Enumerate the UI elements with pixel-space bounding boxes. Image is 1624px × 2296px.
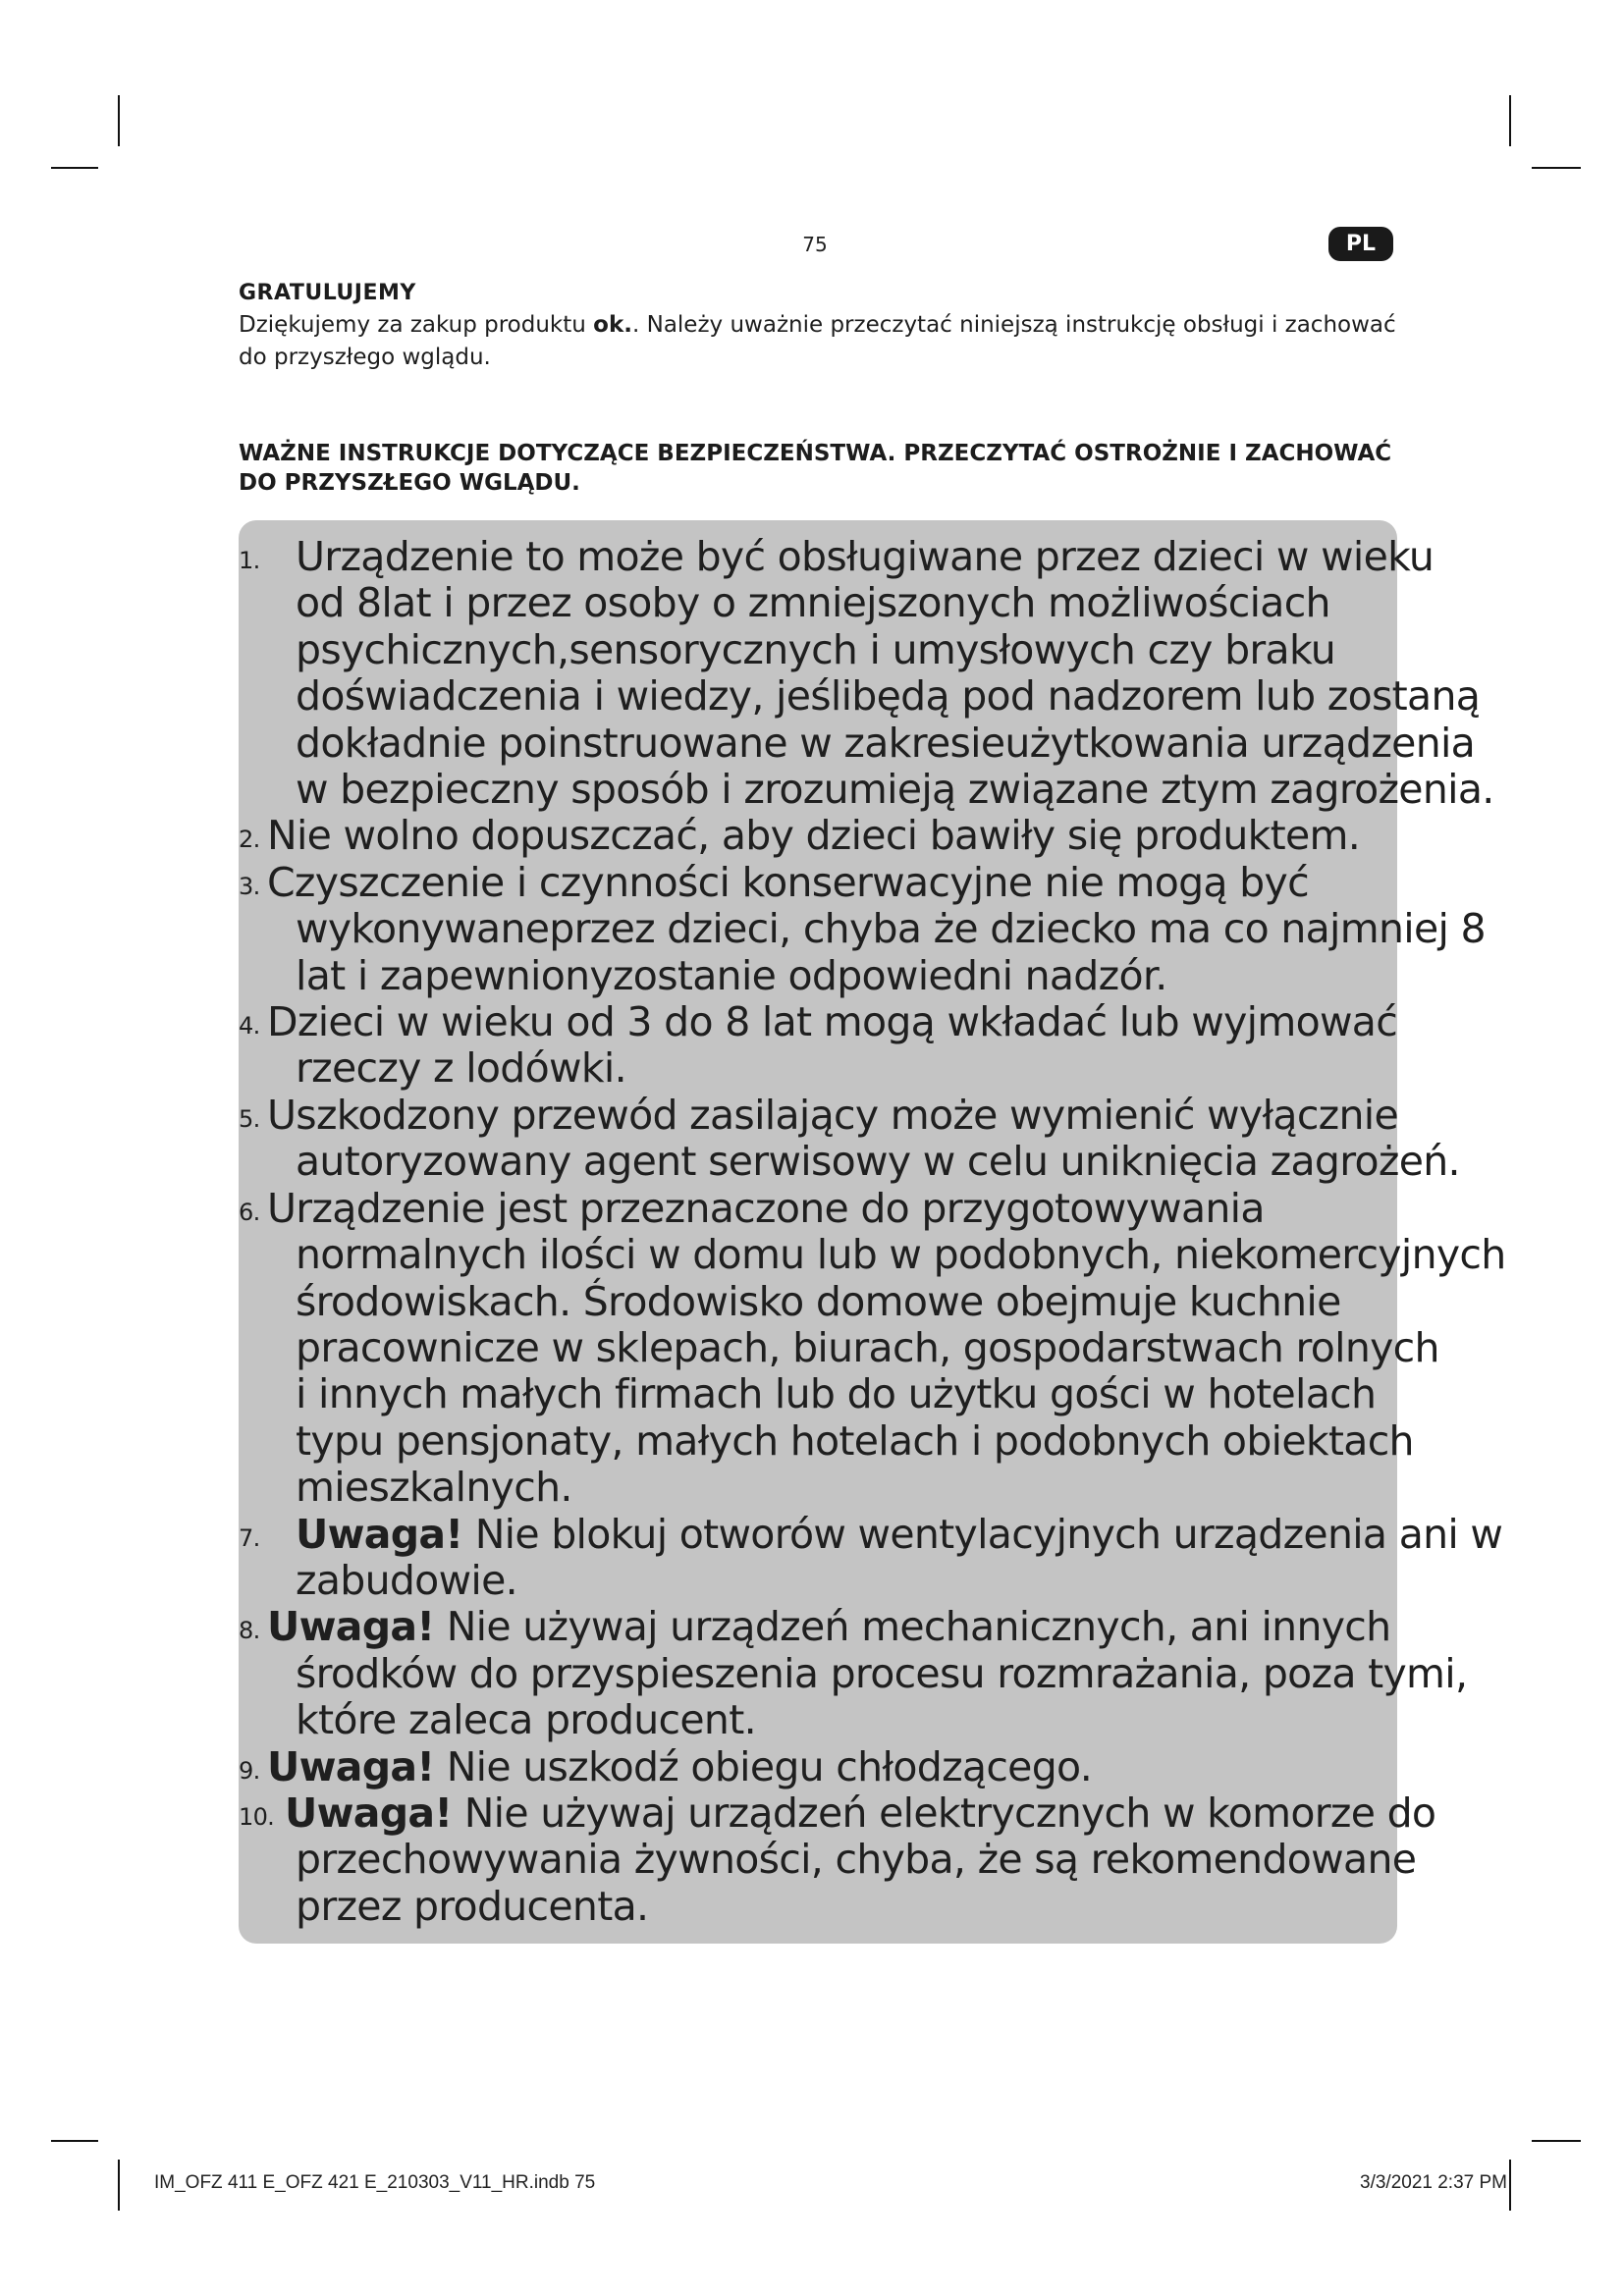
safety-item-line xyxy=(239,1604,1417,1650)
safety-item-line xyxy=(239,672,1481,721)
safety-item-text: i innych małych firmach lub do użytku gości w hotelach xyxy=(296,1370,1377,1418)
footer-datetime: 3/3/2021 2:37 PM xyxy=(1360,2172,1507,2193)
safety-item-text: lat i zapewnionyzostanie odpowiedni nadzór. xyxy=(296,951,1167,999)
safety-item-line xyxy=(239,1465,1417,1511)
warning-label: Uwaga! xyxy=(285,1789,453,1837)
safety-item xyxy=(239,1789,1436,1930)
safety-item-line xyxy=(239,1649,1468,1697)
safety-item-text: przez producenta. xyxy=(296,1882,649,1930)
safety-item-text: środków do przyspieszenia procesu rozmrażania, poza tymi, xyxy=(296,1649,1468,1697)
safety-item-text: w bezpieczny sposób i zrozumieją związane ztym zagrożenia. xyxy=(296,766,1494,814)
safety-heading-line2: DO PRZYSZŁEGO WGLĄDU. xyxy=(239,470,580,496)
safety-item-text: Nie wolno dopuszczać, aby dzieci bawiły się produktem. xyxy=(267,812,1361,860)
safety-item-text: wykonywaneprzez dzieci, chyba że dziecko ma co najmniej 8 xyxy=(296,905,1486,953)
warning-label: Uwaga! xyxy=(267,1742,435,1790)
safety-item-text: autoryzowany agent serwisowy w celu uniknięcia zagrożeń. xyxy=(296,1138,1460,1186)
page-number: 75 xyxy=(802,233,828,256)
safety-item-line xyxy=(239,719,1476,767)
safety-item-line xyxy=(239,580,1417,626)
crop-mark xyxy=(1509,2160,1511,2211)
intro-text-end: . Należy uważnie przeczytać niniejszą instrukcję obsługi i zachować xyxy=(632,312,1396,338)
safety-item-text: przechowywania żywności, chyba, że są rekomendowane xyxy=(296,1836,1417,1884)
intro-text-start: Dziękujemy za zakup produktu xyxy=(239,312,594,338)
safety-item-number: 10. xyxy=(239,1802,275,1831)
safety-item-number: 8. xyxy=(239,1617,260,1645)
safety-item-number: 3. xyxy=(239,872,260,900)
safety-item-text: Nie używaj urządzeń elektrycznych w komorze do xyxy=(463,1789,1436,1837)
safety-item-line xyxy=(239,860,1417,906)
safety-item-text: typu pensjonaty, małych hotelach i podobnych obiektach xyxy=(296,1416,1414,1465)
safety-item-text: mieszkalnych. xyxy=(296,1464,572,1512)
safety-item-text: normalnych ilości w domu lub w podobnych, niekomercyjnych xyxy=(296,1231,1506,1279)
safety-item-number: 4. xyxy=(239,1012,260,1041)
safety-item-line xyxy=(239,766,1494,814)
safety-item-line xyxy=(239,999,1417,1045)
safety-item-number: 2. xyxy=(239,826,260,854)
safety-item-text: Nie blokuj otworów wentylacyjnych urządzenia ani w xyxy=(474,1510,1503,1558)
safety-item-text: Urządzenie to może być obsługiwane przez dzieci w wieku xyxy=(296,533,1435,580)
safety-item xyxy=(239,1603,1468,1744)
safety-item-text: rzeczy z lodówki. xyxy=(296,1044,626,1093)
safety-item-line xyxy=(239,533,1435,580)
safety-instructions-box xyxy=(239,520,1506,1944)
safety-heading xyxy=(239,439,1397,498)
safety-item-text: od 8lat i przez osoby o zmniejszonych możliwościach xyxy=(296,579,1330,627)
safety-item-line xyxy=(239,1231,1506,1279)
safety-list xyxy=(239,533,1506,1930)
safety-item-text: środowiskach. Środowisko domowe obejmuje kuchnie xyxy=(296,1277,1341,1325)
safety-heading-line1: WAŻNE INSTRUKCJE DOTYCZĄCE BEZPIECZEŃSTWA. PRZECZYTAĆ OSTROŻNIE I ZACHOWAĆ xyxy=(239,441,1392,466)
crop-mark xyxy=(118,95,120,146)
safety-item-number: 9. xyxy=(239,1756,260,1785)
safety-item-line xyxy=(239,1789,1436,1837)
safety-item-line xyxy=(239,1186,1417,1232)
safety-item-line xyxy=(239,1138,1460,1186)
safety-item xyxy=(239,858,1486,999)
intro-title: GRATULUJEMY xyxy=(239,281,416,305)
crop-mark xyxy=(51,2140,98,2142)
safety-item-line xyxy=(239,1558,1417,1604)
language-badge: PL xyxy=(1328,227,1393,261)
footer-file-name: IM_OFZ 411 E_OFZ 421 E_210303_V11_HR.indb 75 xyxy=(154,2172,596,2193)
safety-item-text: pracownicze w sklepach, biurach, gospodarstwach rolnych xyxy=(296,1323,1439,1371)
safety-item-number: 5. xyxy=(239,1104,260,1133)
safety-item-line xyxy=(239,627,1417,673)
brand-name: ok. xyxy=(593,312,632,338)
safety-item xyxy=(239,1510,1503,1605)
safety-item xyxy=(239,999,1417,1093)
safety-item-line xyxy=(239,1279,1417,1325)
safety-item-text: Uszkodzony przewód zasilający może wymienić wyłącznie xyxy=(267,1091,1398,1139)
crop-mark xyxy=(118,2160,120,2211)
safety-item-line xyxy=(239,905,1486,953)
safety-item-line xyxy=(239,813,1417,859)
safety-item xyxy=(239,813,1417,859)
crop-mark xyxy=(1509,95,1511,146)
safety-item-text: dokładnie poinstruowane w zakresieużytkowania urządzenia xyxy=(296,719,1476,767)
safety-item-line xyxy=(239,1837,1417,1883)
safety-item-line xyxy=(239,953,1417,999)
safety-item xyxy=(239,533,1494,814)
crop-mark xyxy=(1532,167,1581,169)
safety-item-text: Urządzenie jest przeznaczone do przygotowywania xyxy=(267,1184,1265,1232)
safety-item-line xyxy=(239,1510,1503,1558)
crop-mark xyxy=(51,167,98,169)
safety-item-text: które zaleca producent. xyxy=(296,1696,756,1744)
safety-item-number: 7. xyxy=(239,1523,260,1552)
safety-item-text: Dzieci w wieku od 3 do 8 lat mogą wkładać lub wyjmować xyxy=(267,998,1398,1046)
safety-item-line xyxy=(239,1697,1417,1743)
safety-item-line xyxy=(239,1323,1439,1371)
safety-item-text: Nie używaj urządzeń mechanicznych, ani innych xyxy=(446,1603,1391,1651)
safety-item-line xyxy=(239,1418,1417,1465)
safety-item-text: Nie uszkodź obiegu chłodzącego. xyxy=(446,1742,1093,1790)
intro-text-line2: do przyszłego wglądu. xyxy=(239,345,491,370)
safety-item xyxy=(239,1184,1506,1512)
safety-item-line xyxy=(239,1884,1417,1930)
safety-item xyxy=(239,1744,1417,1790)
safety-item-line xyxy=(239,1371,1417,1417)
intro-section xyxy=(239,281,1397,374)
safety-item-line xyxy=(239,1093,1417,1139)
warning-label: Uwaga! xyxy=(267,1603,435,1651)
safety-item-text: psychicznych,sensorycznych i umysłowych czy braku xyxy=(296,625,1336,673)
safety-item-line xyxy=(239,1744,1417,1790)
safety-item-text: zabudowie. xyxy=(296,1556,517,1604)
intro-text xyxy=(239,309,1397,374)
crop-mark xyxy=(1532,2140,1581,2142)
warning-label: Uwaga! xyxy=(296,1510,463,1558)
safety-item xyxy=(239,1091,1460,1186)
safety-item-line xyxy=(239,1045,1417,1092)
safety-item-text: doświadczenia i wiedzy, jeślibędą pod nadzorem lub zostaną xyxy=(296,672,1481,721)
safety-item-number: 6. xyxy=(239,1198,260,1226)
safety-item-text: Czyszczenie i czynności konserwacyjne nie mogą być xyxy=(267,858,1309,906)
safety-item-number: 1. xyxy=(239,547,260,574)
